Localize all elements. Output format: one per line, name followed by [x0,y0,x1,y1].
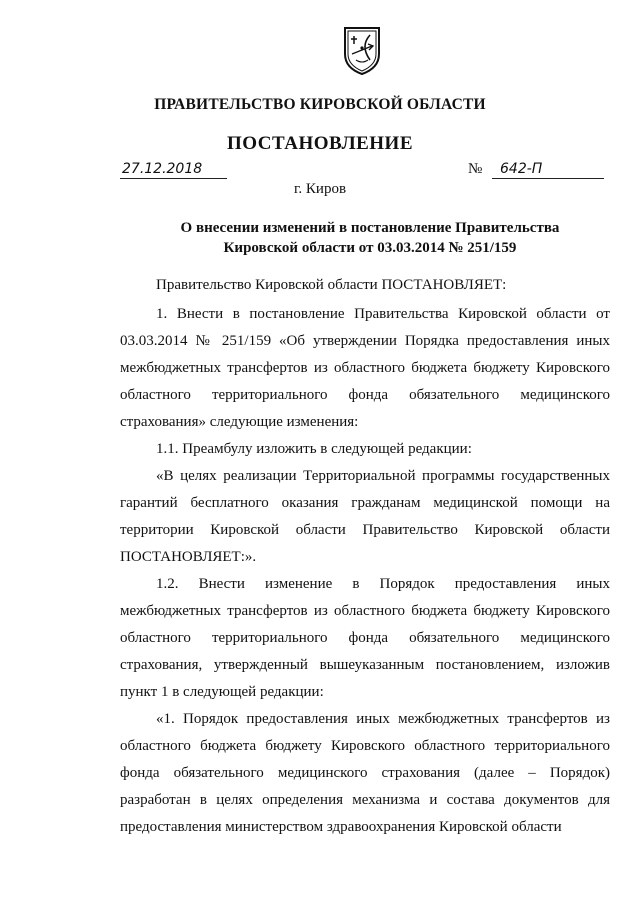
subject-line-2: Кировской области от 03.03.2014 № 251/159 [223,240,517,256]
paragraph-1: 1. Внести в постановление Правительства Кировской области от 03.03.2014 № 251/159 «Об утверждении Порядка предоставления иных межбюджетных трансфертов из областного бюджета бюджету Кировского областного территориального фонда обязательного медицинского страхования» следующие изменения: [120,306,610,430]
city-line: г. Киров [293,181,347,197]
organization-title: ПРАВИТЕЛЬСТВО КИРОВСКОЙ ОБЛАСТИ [154,96,486,113]
paragraph-1-2: 1.2. Внести изменение в Порядок предоставления иных межбюджетных трансфертов из областного бюджета бюджету Кировского областного территориального фонда обязательного медицинского страхования, утвержденный вышеуказанным постановлением, изложив пункт 1 в следующей редакции: [120,576,610,700]
paragraph-quote-order: «1. Порядок предоставления иных межбюджетных трансфертов из областного бюджета бюджету Кировского областного территориального фонда обязательного медицинского страхования (далее – Порядок) разработан в целях определения механизма и состава документов для предоставления министерством здравоохранения Кировской области [120,711,610,835]
paragraph-1-1: 1.1. Преамбулу изложить в следующей редакции: [156,441,472,457]
document-subject [150,218,590,258]
paragraph-quote-preamble: «В целях реализации Территориальной программы государственных гарантий бесплатного оказания гражданам медицинской помощи на территории Кировской области Правительство Кировской области ПОСТАНОВЛЯЕТ:». [120,468,610,565]
paragraph-preamble: Правительство Кировской области ПОСТАНОВЛЯЕТ: [156,277,507,293]
document-number: 642-П [492,160,604,179]
document-date: 27.12.2018 [120,160,227,179]
document-body [120,272,610,841]
coat-of-arms-emblem [342,24,382,76]
subject-line-1: О внесении изменений в постановление Правительства [180,220,560,236]
number-sign: № [468,161,483,177]
document-type-title: ПОСТАНОВЛЕНИЕ [226,133,414,154]
